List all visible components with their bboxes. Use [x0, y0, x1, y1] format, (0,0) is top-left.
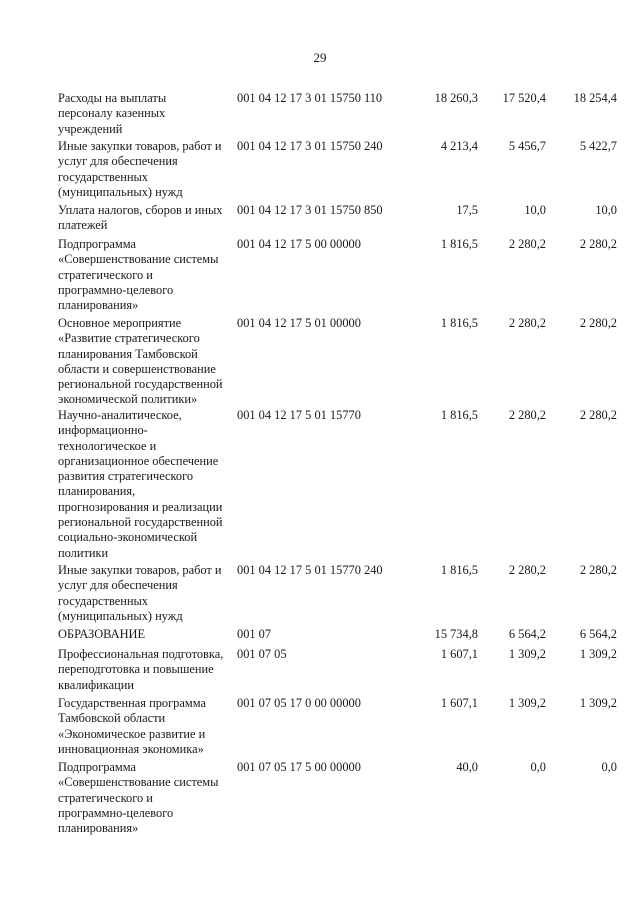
row-value-2: 17 520,4: [502, 91, 546, 105]
row-value-1: 4 213,4: [440, 139, 478, 153]
row-code: 001 04 12 17 3 01 15750 110: [237, 91, 383, 105]
row-value-3: 2 280,2: [579, 563, 617, 577]
row-name-line: социально-экономической: [58, 530, 198, 545]
row-value-3: 6 564,2: [579, 627, 617, 641]
row-value-2: 2 280,2: [508, 237, 546, 251]
row-name: [58, 647, 236, 693]
row-name-line: «Экономическое развитие и: [58, 726, 206, 741]
row-name-line: Государственная программа: [58, 696, 206, 710]
row-code: 001 04 12 17 5 01 00000: [237, 316, 361, 330]
row-name-line: планирования Тамбовской: [58, 346, 198, 361]
row-name-line: «Совершенствование системы: [58, 775, 219, 790]
row-value-3: 2 280,2: [579, 237, 617, 251]
row-name-line: планирования»: [58, 821, 139, 836]
row-value-2: 5 456,7: [508, 139, 546, 153]
row-value-3: 5 422,7: [579, 139, 617, 153]
row-name-line: государственных: [58, 593, 149, 608]
row-name-line: Иные закупки товаров, работ и: [58, 563, 222, 577]
row-value-2: 1 309,2: [508, 647, 546, 661]
row-value-3: 10,0: [595, 203, 617, 217]
row-value-1: 15 734,8: [434, 627, 478, 641]
row-value-1: 17,5: [456, 203, 478, 217]
row-value-3: 2 280,2: [579, 316, 617, 330]
row-code: 001 04 12 17 5 01 15770 240: [237, 563, 383, 577]
row-value-1: 1 607,1: [440, 647, 478, 661]
row-name-line: планирования»: [58, 298, 139, 313]
row-code: 001 07: [237, 627, 272, 641]
row-value-1: 40,0: [456, 760, 478, 774]
row-name: [58, 203, 236, 234]
row-name-line: организационное обеспечение: [58, 453, 219, 468]
row-name-line: стратегического и: [58, 267, 153, 282]
row-name-line: Иные закупки товаров, работ и: [58, 139, 222, 153]
row-value-2: 2 280,2: [508, 316, 546, 330]
row-value-1: 1 607,1: [440, 696, 478, 710]
row-name-line: (муниципальных) нужд: [58, 608, 183, 623]
row-name-line: экономической политики»: [58, 392, 198, 407]
row-name: [58, 408, 236, 561]
row-name-line: программно-целевого: [58, 282, 174, 297]
row-value-1: 1 816,5: [440, 563, 478, 577]
row-code: 001 04 12 17 5 00 00000: [237, 237, 361, 251]
row-name-line: региональной государственной: [58, 515, 223, 530]
row-code: 001 07 05 17 5 00 00000: [237, 760, 361, 774]
row-name-line: учреждений: [58, 121, 123, 136]
row-value-2: 10,0: [524, 203, 546, 217]
row-name-line: прогнозирования и реализации: [58, 499, 223, 514]
row-value-3: 18 254,4: [573, 91, 617, 105]
row-name-line: (муниципальных) нужд: [58, 184, 183, 199]
row-name-line: Тамбовской области: [58, 711, 166, 726]
row-name-line: планирования,: [58, 484, 136, 499]
row-name-line: государственных: [58, 169, 149, 184]
row-value-2: 2 280,2: [508, 408, 546, 422]
row-value-2: 2 280,2: [508, 563, 546, 577]
row-value-1: 18 260,3: [434, 91, 478, 105]
row-name-line: переподготовка и повышение: [58, 662, 214, 677]
row-name-line: ОБРАЗОВАНИЕ: [58, 627, 146, 641]
row-value-3: 1 309,2: [579, 696, 617, 710]
row-value-1: 1 816,5: [440, 408, 478, 422]
row-value-3: 0,0: [601, 760, 617, 774]
row-value-2: 1 309,2: [508, 696, 546, 710]
row-value-3: 2 280,2: [579, 408, 617, 422]
row-name-line: области и совершенствование: [58, 361, 216, 376]
row-name-line: программно-целевого: [58, 805, 174, 820]
row-code: 001 07 05 17 0 00 00000: [237, 696, 361, 710]
row-value-2: 6 564,2: [508, 627, 546, 641]
row-name-line: Основное мероприятие: [58, 316, 182, 330]
row-code: 001 04 12 17 5 01 15770: [237, 408, 361, 422]
row-name-line: «Совершенствование системы: [58, 252, 219, 267]
row-name: [58, 139, 236, 200]
row-name: [58, 627, 236, 642]
row-name-line: квалификации: [58, 677, 135, 692]
row-name-line: региональной государственной: [58, 377, 223, 392]
row-name-line: технологическое и: [58, 438, 157, 453]
row-name-line: услуг для обеспечения: [58, 578, 178, 593]
row-value-1: 1 816,5: [440, 237, 478, 251]
row-value-2: 0,0: [530, 760, 546, 774]
row-name: [58, 696, 236, 757]
row-name-line: Профессиональная подготовка,: [58, 647, 224, 661]
row-code: 001 04 12 17 3 01 15750 850: [237, 203, 383, 217]
row-name-line: информационно-: [58, 423, 148, 438]
row-value-3: 1 309,2: [579, 647, 617, 661]
row-name: [58, 563, 236, 624]
row-name: [58, 237, 236, 313]
row-name-line: услуг для обеспечения: [58, 154, 178, 169]
row-code: 001 04 12 17 3 01 15750 240: [237, 139, 383, 153]
row-name: [58, 760, 236, 836]
row-name: [58, 316, 236, 408]
row-name-line: развития стратегического: [58, 469, 194, 484]
row-name-line: Уплата налогов, сборов и иных: [58, 203, 223, 217]
row-code: 001 07 05: [237, 647, 287, 661]
row-name-line: «Развитие стратегического: [58, 331, 200, 346]
row-name: [58, 91, 236, 137]
row-name-line: стратегического и: [58, 790, 153, 805]
row-name-line: политики: [58, 545, 109, 560]
row-name-line: Подпрограмма: [58, 760, 136, 774]
row-name-line: инновационная экономика»: [58, 741, 204, 756]
row-name-line: платежей: [58, 218, 108, 233]
row-name-line: персоналу казенных: [58, 106, 166, 121]
row-name-line: Подпрограмма: [58, 237, 136, 251]
page-number: 29: [313, 50, 327, 65]
row-value-1: 1 816,5: [440, 316, 478, 330]
row-name-line: Научно-аналитическое,: [58, 408, 182, 422]
row-name-line: Расходы на выплаты: [58, 91, 167, 105]
